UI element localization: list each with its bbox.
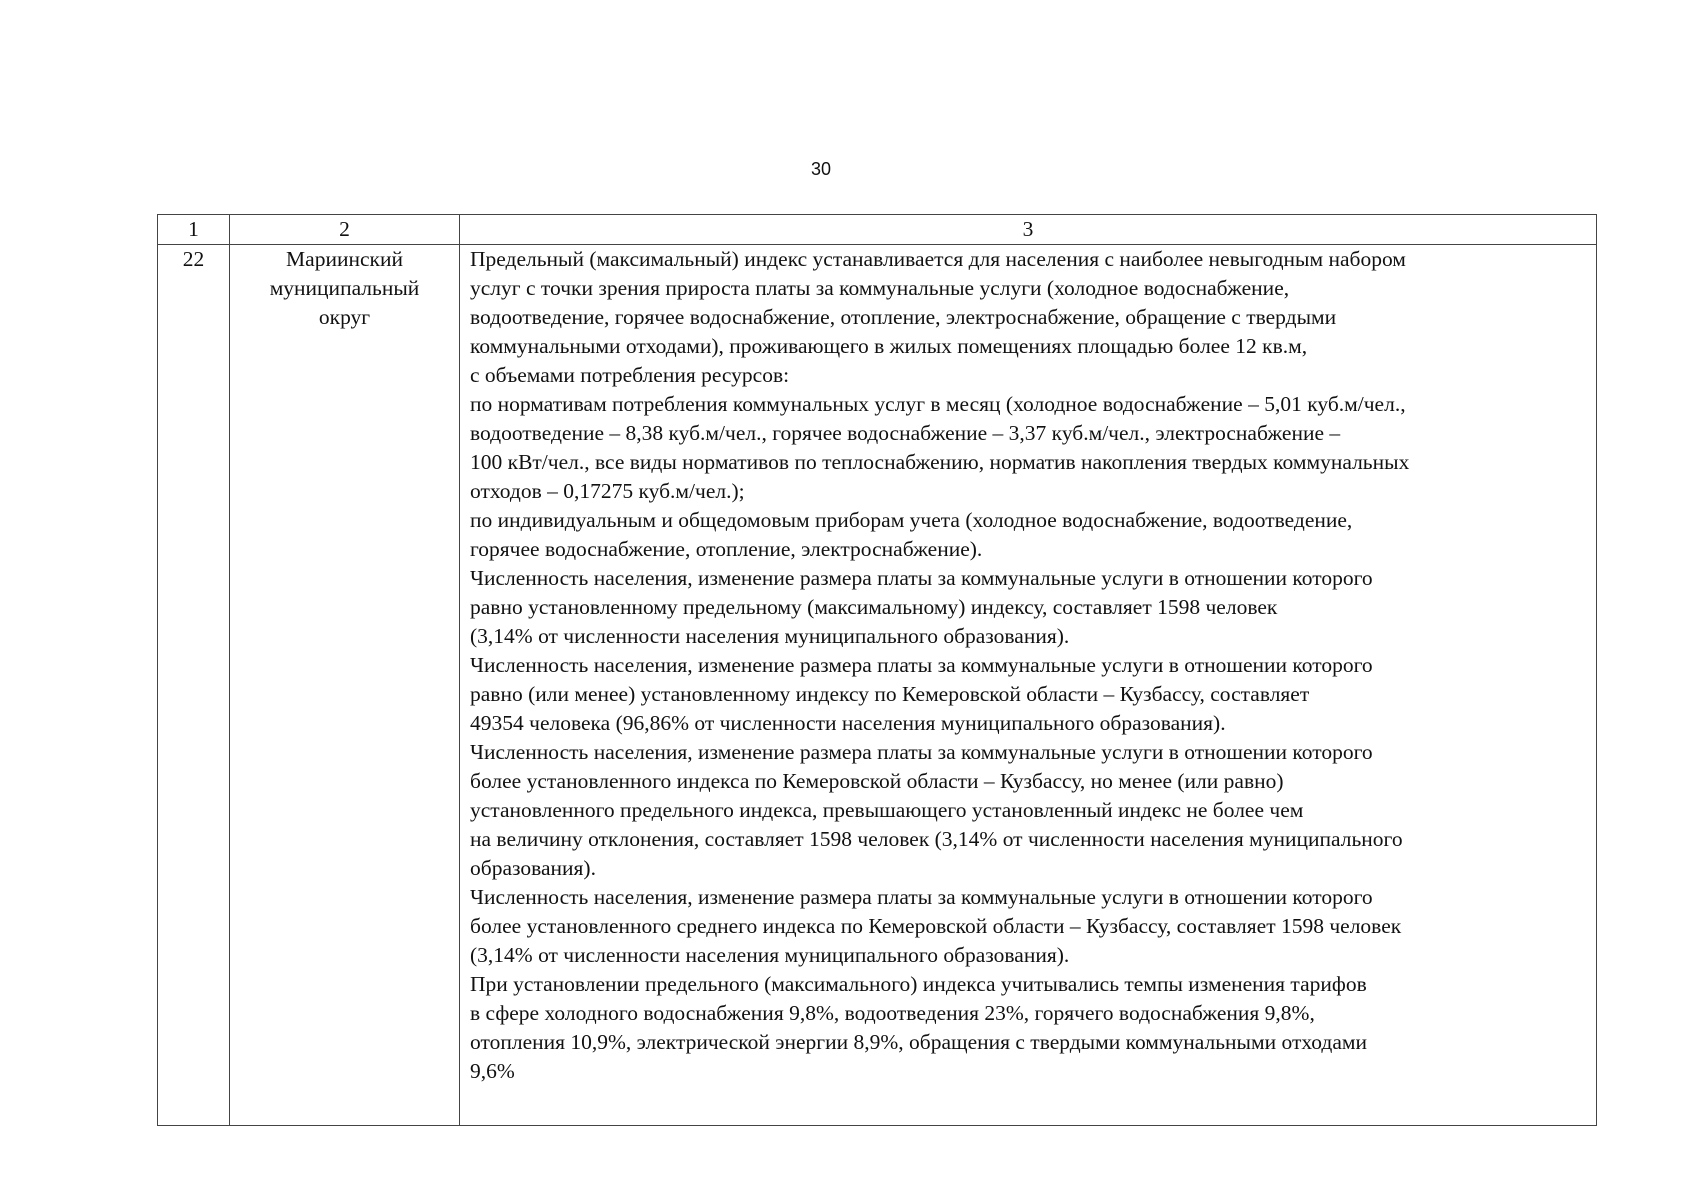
description-line: по нормативам потребления коммунальных услуг в месяц (холодное водоснабжение – 5,01 куб.м/чел., (470, 392, 1406, 416)
description-line: водоотведение, горячее водоснабжение, отопление, электроснабжение, обращение с твердыми (470, 305, 1337, 329)
description-line: Численность населения, изменение размера платы за коммунальные услуги в отношении которого (470, 566, 1373, 590)
description-line: (3,14% от численности населения муниципального образования). (470, 624, 1070, 648)
description-line: по индивидуальным и общедомовым приборам учета (холодное водоснабжение, водоотведение, (470, 508, 1353, 532)
description-line: Численность населения, изменение размера платы за коммунальные услуги в отношении которого (470, 653, 1373, 677)
description-line: равно установленному предельному (максимальному) индексу, составляет 1598 человек (470, 595, 1278, 619)
description-line: 9,6% (470, 1059, 515, 1083)
description-line: 49354 человека (96,86% от численности населения муниципального образования). (470, 711, 1226, 735)
description-line: отопления 10,9%, электрической энергии 8,9%, обращения с твердыми коммунальными отходами (470, 1030, 1367, 1054)
description-line: отходов – 0,17275 куб.м/чел.); (470, 479, 745, 503)
table-header-row (158, 215, 1597, 245)
description-line: Численность населения, изменение размера платы за коммунальные услуги в отношении которого (470, 885, 1373, 909)
description-line: водоотведение – 8,38 куб.м/чел., горячее водоснабжение – 3,37 куб.м/чел., электроснабжение – (470, 421, 1341, 445)
municipality-name-line: муниципальный (269, 276, 420, 300)
page-number: 30 (810, 159, 832, 179)
description-line: установленного предельного индекса, превышающего установленный индекс не более чем (470, 798, 1304, 822)
description-line: с объемами потребления ресурсов: (470, 363, 790, 387)
description-line: в сфере холодного водоснабжения 9,8%, водоотведения 23%, горячего водоснабжения 9,8%, (470, 1001, 1315, 1025)
row-number-cell: 22 (158, 245, 230, 1126)
description-line: равно (или менее) установленному индексу по Кемеровской области – Кузбассу, составляет (470, 682, 1310, 706)
header-cell-3: 3 (460, 215, 1597, 245)
tariff-index-table (157, 214, 1597, 1126)
description-line: более установленного индекса по Кемеровской области – Кузбассу, но менее (или равно) (470, 769, 1284, 793)
description-line: услуг с точки зрения прироста платы за коммунальные услуги (холодное водоснабжение, (470, 276, 1290, 300)
description-line: 100 кВт/чел., все виды нормативов по теплоснабжению, норматив накопления твердых коммунальных (470, 450, 1410, 474)
municipality-name-cell (230, 245, 460, 1126)
description-line: При установлении предельного (максимального) индекса учитывались темпы изменения тарифов (470, 972, 1367, 996)
header-cell-1: 1 (158, 215, 230, 245)
description-line: (3,14% от численности населения муниципального образования). (470, 943, 1070, 967)
municipality-name-line: Мариинский (286, 247, 403, 271)
table-row (158, 245, 1597, 1126)
description-line: образования). (470, 856, 596, 880)
description-cell (460, 245, 1597, 1126)
description-line: Численность населения, изменение размера платы за коммунальные услуги в отношении которого (470, 740, 1373, 764)
description-line: более установленного среднего индекса по Кемеровской области – Кузбассу, составляет 1598 человек (470, 914, 1402, 938)
header-cell-2: 2 (230, 215, 460, 245)
description-line: коммунальными отходами), проживающего в жилых помещениях площадью более 12 кв.м, (470, 334, 1308, 358)
description-line: на величину отклонения, составляет 1598 человек (3,14% от численности населения муниципального (470, 827, 1403, 851)
description-line: Предельный (максимальный) индекс устанавливается для населения с наиболее невыгодным набором (470, 247, 1406, 271)
description-line: горячее водоснабжение, отопление, электроснабжение). (470, 537, 983, 561)
municipality-name-line: округ (318, 305, 371, 329)
